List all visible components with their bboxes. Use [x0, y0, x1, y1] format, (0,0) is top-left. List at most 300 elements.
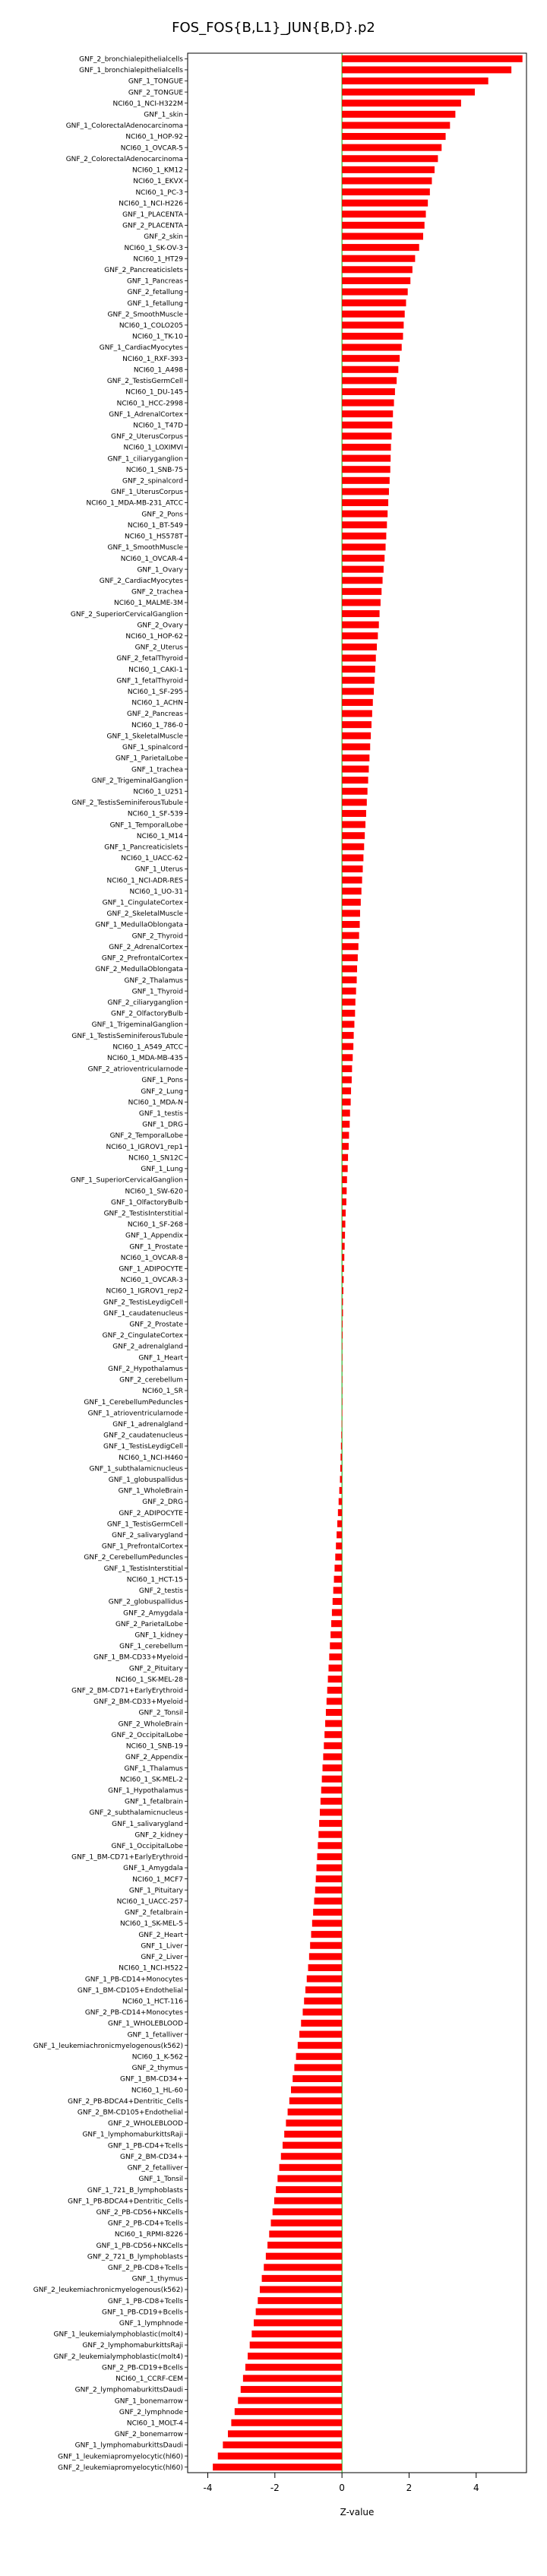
category-label: GNF_2_fetalThyroid — [116, 655, 183, 663]
bar — [342, 122, 450, 128]
category-label: GNF_1_lymphomaburkittsDaudi — [74, 2442, 183, 2450]
category-label: NCI60_1_TK-10 — [131, 333, 183, 341]
bar — [342, 1154, 348, 1161]
bar — [283, 2142, 342, 2149]
bar — [342, 111, 455, 118]
bar — [342, 422, 392, 429]
bar — [342, 210, 425, 217]
category-label: GNF_1_Pancreas — [126, 277, 183, 286]
bar — [342, 566, 384, 573]
category-label: GNF_2_Ovary — [137, 622, 183, 630]
bar — [342, 89, 475, 96]
bar — [342, 410, 393, 417]
bar — [342, 144, 441, 151]
bar — [342, 188, 430, 195]
bar — [342, 266, 413, 273]
category-label: GNF_1_bonemarrow — [114, 2397, 183, 2406]
bar — [342, 488, 389, 495]
bar — [342, 998, 356, 1005]
bar — [342, 1331, 343, 1338]
bar — [342, 1420, 343, 1427]
bar — [334, 1587, 342, 1593]
bar — [342, 854, 363, 861]
category-label: GNF_1_AdrenalCortex — [109, 410, 183, 419]
bar — [274, 2198, 342, 2204]
bar — [342, 344, 402, 351]
bar — [342, 288, 408, 295]
category-label: NCI60_1_MDA-MB-435 — [107, 1054, 183, 1062]
bar — [342, 1243, 345, 1250]
category-label: GNF_2_cerebellum — [119, 1376, 183, 1385]
bar — [342, 255, 415, 262]
category-label: GNF_1_subthalamicnucleus — [89, 1465, 183, 1473]
category-label: GNF_1_ColorectalAdenocarcinoma — [65, 122, 183, 131]
bar — [330, 1631, 342, 1638]
bar — [342, 1321, 343, 1328]
bar — [281, 2153, 342, 2160]
category-label: GNF_1_BM-CD34+ — [119, 2075, 183, 2084]
category-label: NCI60_1_OVCAR-5 — [120, 144, 183, 153]
bar — [320, 1809, 342, 1815]
category-label: GNF_1_TestisInterstitial — [103, 1565, 183, 1573]
bar — [342, 100, 461, 106]
bar — [238, 2397, 342, 2404]
bar — [339, 1498, 342, 1505]
category-label: GNF_2_MedullaOblongata — [95, 966, 183, 974]
bar — [245, 2364, 342, 2371]
bar — [342, 321, 403, 328]
category-label: GNF_2_Thyroid — [131, 932, 183, 941]
category-label: GNF_1_PB-CD8+Tcells — [107, 2297, 183, 2305]
category-label: GNF_2_OccipitalLobe — [111, 1731, 183, 1739]
bar — [342, 1032, 353, 1039]
bar — [292, 2075, 342, 2082]
category-label: NCI60_1_BT-549 — [127, 521, 183, 530]
category-label: GNF_1_testis — [138, 1110, 183, 1119]
category-label: GNF_2_PB-CD14+Monocytes — [84, 2009, 183, 2017]
category-label: NCI60_1_OVCAR-8 — [120, 1254, 183, 1262]
category-label: GNF_2_Appendix — [125, 1754, 183, 1762]
bar — [342, 477, 390, 484]
bar — [327, 1687, 342, 1694]
bar — [342, 1343, 343, 1350]
bar — [342, 988, 356, 995]
category-label: NCI60_1_DU-145 — [125, 388, 183, 397]
bar — [326, 1709, 342, 1716]
bar — [248, 2353, 342, 2359]
bar — [342, 677, 375, 684]
bar — [342, 1143, 349, 1150]
bar — [342, 1210, 346, 1217]
bar — [335, 1554, 342, 1561]
category-label: NCI60_1_UO-31 — [129, 888, 183, 896]
bar — [302, 2008, 342, 2015]
category-label: GNF_2_SmoothMuscle — [107, 311, 183, 319]
bar — [342, 466, 390, 473]
category-label: GNF_1_fetalThyroid — [116, 677, 183, 685]
category-label: GNF_1_lymphnode — [119, 2320, 183, 2328]
bar — [256, 2309, 342, 2315]
category-label: GNF_1_Heart — [138, 1354, 183, 1362]
category-label: GNF_2_Lung — [141, 1087, 183, 1096]
category-label: GNF_2_SuperiorCervicalGanglion — [70, 610, 183, 619]
category-label: GNF_1_Amygdala — [123, 1865, 183, 1873]
bar — [342, 78, 489, 84]
bar — [342, 200, 428, 207]
bar — [342, 733, 371, 739]
bar — [269, 2230, 342, 2237]
category-label: GNF_1_PB-CD19+Bcells — [101, 2309, 183, 2317]
category-label: GNF_2_PLACENTA — [122, 222, 183, 230]
bar — [342, 877, 362, 884]
bar — [276, 2186, 342, 2193]
bar — [338, 1509, 342, 1516]
bar — [330, 1642, 342, 1649]
category-label: GNF_1_CardiacMyocytes — [99, 344, 183, 353]
category-label: NCI60_1_SK-MEL-5 — [119, 1920, 183, 1929]
category-label: GNF_2_721_B_lymphoblasts — [87, 2253, 183, 2261]
bar — [342, 1043, 353, 1050]
bar — [334, 1565, 342, 1571]
bar — [243, 2375, 342, 2381]
bar — [342, 799, 367, 805]
category-label: GNF_1_PB-CD4+Tcells — [107, 2142, 183, 2150]
bar — [342, 632, 378, 639]
category-label: GNF_1_Thalamus — [124, 1764, 183, 1773]
bar — [342, 1054, 353, 1061]
x-tick-label: -4 — [203, 2483, 213, 2493]
category-label: GNF_2_BM-CD33+Myeloid — [93, 1698, 183, 1707]
category-label: GNF_2_testis — [138, 1587, 183, 1596]
bar — [342, 888, 362, 894]
bar — [342, 366, 398, 373]
category-label: NCI60_1_HOP-62 — [125, 632, 183, 641]
category-label: GNF_2_PB-BDCA4+Dentritic_Cells — [68, 2097, 183, 2106]
category-label: GNF_1_spinalcord — [122, 744, 183, 752]
bar — [342, 1365, 343, 1372]
category-label: GNF_1_leukemiapromyelocytic(hl60) — [58, 2453, 183, 2461]
category-label: GNF_1_cerebellum — [119, 1643, 183, 1651]
bar — [299, 2031, 342, 2038]
bar — [342, 233, 423, 239]
bar — [342, 222, 425, 229]
bar — [342, 299, 406, 306]
bar — [342, 1132, 349, 1139]
bar — [342, 866, 362, 872]
category-label: GNF_1_PLACENTA — [122, 210, 183, 219]
category-label: GNF_2_spinalcord — [122, 477, 183, 486]
category-label: GNF_2_adrenalgland — [112, 1343, 183, 1351]
category-label: NCI60_1_786-0 — [131, 721, 183, 729]
category-label: GNF_2_TrigeminalGanglion — [91, 777, 183, 785]
bar — [342, 921, 359, 928]
bar — [328, 1676, 343, 1682]
category-label: GNF_2_leukemiachronicmyelogenous(k562) — [33, 2286, 183, 2295]
category-label: GNF_1_caudatenucleus — [103, 1309, 183, 1318]
category-label: GNF_1_TestisSeminiferousTubule — [71, 1032, 183, 1040]
category-label: NCI60_1_K-562 — [131, 2053, 183, 2062]
category-label: NCI60_1_NCI-H226 — [119, 200, 183, 208]
category-label: GNF_1_721_B_lymphoblasts — [87, 2186, 183, 2195]
bar — [307, 1976, 342, 1983]
category-label: GNF_1_PB-BDCA4+Dentritic_Cells — [68, 2198, 183, 2206]
category-label: GNF_1_Pons — [141, 1077, 183, 1085]
category-label: GNF_1_PB-CD56+NKCells — [96, 2242, 183, 2250]
bar — [323, 1753, 342, 1760]
category-label: GNF_1_PrefrontalCortex — [101, 1543, 183, 1551]
bar — [342, 1410, 343, 1416]
bar — [327, 1698, 342, 1704]
bar — [342, 577, 382, 584]
category-label: GNF_1_TONGUE — [128, 78, 183, 86]
category-label: NCI60_1_SNB-19 — [125, 1742, 183, 1751]
bar — [313, 1909, 342, 1916]
category-label: GNF_2_Hypothalamus — [108, 1365, 183, 1373]
category-label: NCI60_1_HL-60 — [131, 2087, 183, 2095]
bar — [342, 432, 391, 439]
bar — [267, 2242, 342, 2248]
category-label: GNF_2_DRG — [142, 1498, 183, 1507]
bar — [342, 166, 435, 173]
category-label: GNF_2_BM-CD71+EarlyErythroid — [71, 1687, 183, 1695]
category-label: NCI60_1_RPMI-8226 — [114, 2231, 183, 2239]
category-label: GNF_2_ColorectalAdenocarcinoma — [65, 155, 183, 163]
bar — [342, 1309, 343, 1316]
category-label: GNF_1_globuspallidus — [108, 1476, 183, 1485]
bar — [342, 843, 364, 850]
bar — [305, 1986, 342, 1993]
bar — [342, 1220, 345, 1227]
bar — [342, 499, 388, 506]
category-label: GNF_1_OccipitalLobe — [111, 1842, 183, 1850]
category-label: GNF_2_Amygdala — [123, 1609, 183, 1618]
category-label: NCI60_1_HOP-92 — [125, 133, 183, 141]
bar — [342, 622, 379, 628]
category-label: GNF_2_caudatenucleus — [103, 1432, 183, 1440]
bar — [231, 2419, 342, 2426]
category-label: GNF_1_atrioventricularnode — [87, 1410, 183, 1418]
category-label: NCI60_1_NCI-H460 — [119, 1454, 183, 1462]
category-label: GNF_2_Prostate — [129, 1321, 183, 1329]
bar — [342, 1010, 355, 1017]
category-label: GNF_2_Thalamus — [124, 976, 183, 985]
category-label: GNF_2_TestisSeminiferousTubule — [71, 799, 183, 808]
category-label: NCI60_1_T47D — [133, 422, 183, 430]
bar — [342, 755, 369, 761]
category-label: GNF_2_Pancreaticislets — [104, 267, 183, 275]
category-label: NCI60_1_HS578T — [124, 533, 183, 541]
category-label: NCI60_1_PC-3 — [135, 188, 183, 197]
category-label: GNF_1_kidney — [134, 1631, 183, 1640]
bar — [337, 1531, 342, 1538]
bar — [333, 1598, 342, 1605]
category-label: GNF_2_lymphomaburkittsDaudi — [74, 2386, 183, 2394]
bar — [342, 333, 403, 340]
bar — [235, 2408, 342, 2415]
category-label: GNF_1_salivarygland — [112, 1820, 183, 1828]
chart-title: FOS_FOS{B,L1}_JUN{B,D}.p2 — [172, 20, 375, 36]
bar — [218, 2453, 342, 2460]
bar — [325, 1720, 342, 1727]
category-label: NCI60_1_UACC-62 — [121, 855, 183, 863]
category-label: NCI60_1_LOXIMVI — [123, 444, 183, 452]
category-label: GNF_2_PB-CD4+Tcells — [107, 2220, 183, 2228]
bar — [342, 699, 373, 706]
category-label: GNF_1_fetalliver — [127, 2031, 183, 2040]
category-label: GNF_2_ParietalLobe — [115, 1620, 183, 1628]
category-label: NCI60_1_A549_ATCC — [112, 1043, 183, 1052]
category-label: GNF_2_leukemiapromyelocytic(hl60) — [58, 2464, 183, 2472]
bar — [309, 1953, 342, 1960]
bar — [334, 1576, 343, 1583]
category-label: GNF_2_fetalliver — [127, 2164, 183, 2173]
bar — [342, 400, 394, 407]
category-label: GNF_2_skin — [144, 233, 183, 242]
bar — [342, 177, 432, 184]
bar — [342, 721, 372, 728]
category-label: NCI60_1_COLO205 — [119, 322, 183, 331]
bar — [266, 2253, 342, 2260]
category-label: GNF_2_TestisLeydigCell — [103, 1299, 183, 1307]
category-label: GNF_1_ADIPOCYTE — [119, 1265, 183, 1274]
category-label: NCI60_1_MOLT-4 — [126, 2419, 183, 2428]
category-label: NCI60_1_SR — [142, 1388, 183, 1396]
bar — [329, 1654, 342, 1660]
bar — [296, 2053, 342, 2060]
category-label: GNF_1_WholeBrain — [118, 1487, 183, 1495]
category-label: GNF_2_WHOLEBLOOD — [107, 2120, 183, 2128]
category-label: GNF_2_CerebellumPeduncles — [84, 1554, 183, 1562]
bar — [298, 2042, 342, 2049]
bar — [342, 810, 366, 817]
bar — [324, 1731, 342, 1738]
bar — [311, 1931, 343, 1938]
category-label: GNF_1_thymus — [131, 2275, 183, 2283]
bar — [262, 2275, 343, 2282]
bar — [286, 2119, 342, 2126]
category-label: NCI60_1_SK-OV-3 — [124, 244, 183, 252]
bar — [241, 2386, 342, 2393]
category-label: GNF_1_TestisGermCell — [106, 1521, 183, 1529]
bar — [342, 1165, 348, 1172]
bar — [323, 1764, 343, 1771]
category-label: GNF_2_OlfactoryBulb — [111, 1010, 183, 1018]
x-tick-label: 0 — [339, 2483, 345, 2493]
category-label: GNF_2_PB-CD8+Tcells — [107, 2264, 183, 2272]
bar — [316, 1875, 342, 1882]
category-label: NCI60_1_SK-MEL-28 — [115, 1676, 183, 1684]
category-label: GNF_2_lymphomaburkittsRaji — [82, 2342, 183, 2350]
bar — [318, 1842, 342, 1849]
bar — [342, 133, 445, 140]
bar — [264, 2264, 342, 2271]
bar — [342, 521, 387, 528]
category-label: GNF_2_Tonsil — [138, 1709, 183, 1717]
category-label: GNF_2_BM-CD34+ — [119, 2153, 183, 2161]
category-label: GNF_1_BM-CD33+Myeloid — [93, 1654, 183, 1662]
bar — [271, 2220, 343, 2226]
bar — [342, 555, 384, 562]
bar — [342, 1265, 344, 1272]
category-label: GNF_2_subthalamicnucleus — [89, 1809, 183, 1818]
bar — [342, 444, 390, 451]
category-label: GNF_1_Lung — [141, 1166, 183, 1174]
bar — [342, 710, 372, 717]
bar — [342, 599, 381, 606]
category-label: GNF_1_WHOLEBLOOD — [107, 2020, 183, 2028]
bar — [342, 543, 385, 550]
category-label: NCI60_1_RXF-393 — [122, 355, 183, 363]
category-label: GNF_1_fetallung — [127, 299, 183, 308]
category-label: NCI60_1_KM12 — [132, 166, 183, 175]
bar — [342, 965, 357, 972]
category-label: GNF_2_AdrenalCortex — [109, 943, 183, 951]
category-label: GNF_2_PrefrontalCortex — [101, 954, 183, 963]
category-label: GNF_1_TrigeminalGanglion — [91, 1021, 183, 1030]
bar — [321, 1786, 342, 1793]
bar — [322, 1776, 342, 1783]
bar — [342, 688, 374, 695]
bar — [342, 666, 375, 672]
category-label: GNF_1_OlfactoryBulb — [111, 1198, 183, 1207]
category-label: NCI60_1_NCI-H522 — [119, 1964, 183, 1973]
category-label: NCI60_1_UACC-257 — [116, 1898, 183, 1907]
category-label: GNF_2_bonemarrow — [114, 2431, 183, 2439]
bar — [304, 1998, 342, 2005]
category-label: GNF_2_salivarygland — [112, 1532, 183, 1540]
bar — [284, 2131, 342, 2138]
category-label: GNF_2_Pons — [141, 511, 183, 519]
bar — [342, 766, 368, 773]
category-label: GNF_1_Ovary — [137, 566, 183, 574]
category-label: GNF_2_TONGUE — [128, 89, 183, 97]
category-label: GNF_2_TestisInterstitial — [103, 1210, 183, 1218]
category-label: GNF_2_UterusCorpus — [111, 433, 183, 441]
category-label: GNF_1_trachea — [131, 766, 183, 774]
category-label: GNF_1_TemporalLobe — [109, 821, 183, 830]
bar — [342, 743, 370, 750]
category-label: GNF_1_adrenalgland — [112, 1420, 183, 1429]
category-label: GNF_2_PB-CD56+NKCells — [96, 2208, 183, 2217]
category-label: GNF_1_bronchialepithelialcells — [79, 67, 183, 75]
category-label: NCI60_1_IGROV1_rep1 — [106, 1143, 183, 1151]
category-label: GNF_2_lymphnode — [119, 2408, 183, 2416]
bar — [341, 1442, 342, 1449]
category-label: GNF_2_leukemialymphoblastic(molt4) — [53, 2353, 183, 2361]
bar — [342, 311, 405, 318]
bar — [342, 654, 376, 661]
bar — [312, 1919, 342, 1926]
category-label: GNF_2_thymus — [131, 2065, 183, 2073]
category-label: GNF_1_skin — [144, 111, 183, 119]
category-label: GNF_1_ciliaryganglion — [107, 455, 183, 464]
bar — [308, 1964, 343, 1971]
category-label: GNF_2_fetallung — [127, 289, 183, 297]
category-label: NCI60_1_NCI-ADR-RES — [106, 877, 183, 885]
bar — [314, 1897, 342, 1904]
bar — [251, 2331, 342, 2337]
bar — [250, 2342, 342, 2349]
bar — [342, 1376, 343, 1383]
bar — [342, 1387, 343, 1394]
bar — [342, 1087, 351, 1094]
category-label: GNF_1_lymphomaburkittsRaji — [82, 2131, 183, 2139]
bar — [342, 1109, 350, 1116]
bar — [342, 1099, 350, 1106]
bar — [342, 932, 359, 939]
category-label: GNF_2_bronchialepithelialcells — [79, 55, 183, 64]
category-label: GNF_2_kidney — [134, 1831, 183, 1840]
